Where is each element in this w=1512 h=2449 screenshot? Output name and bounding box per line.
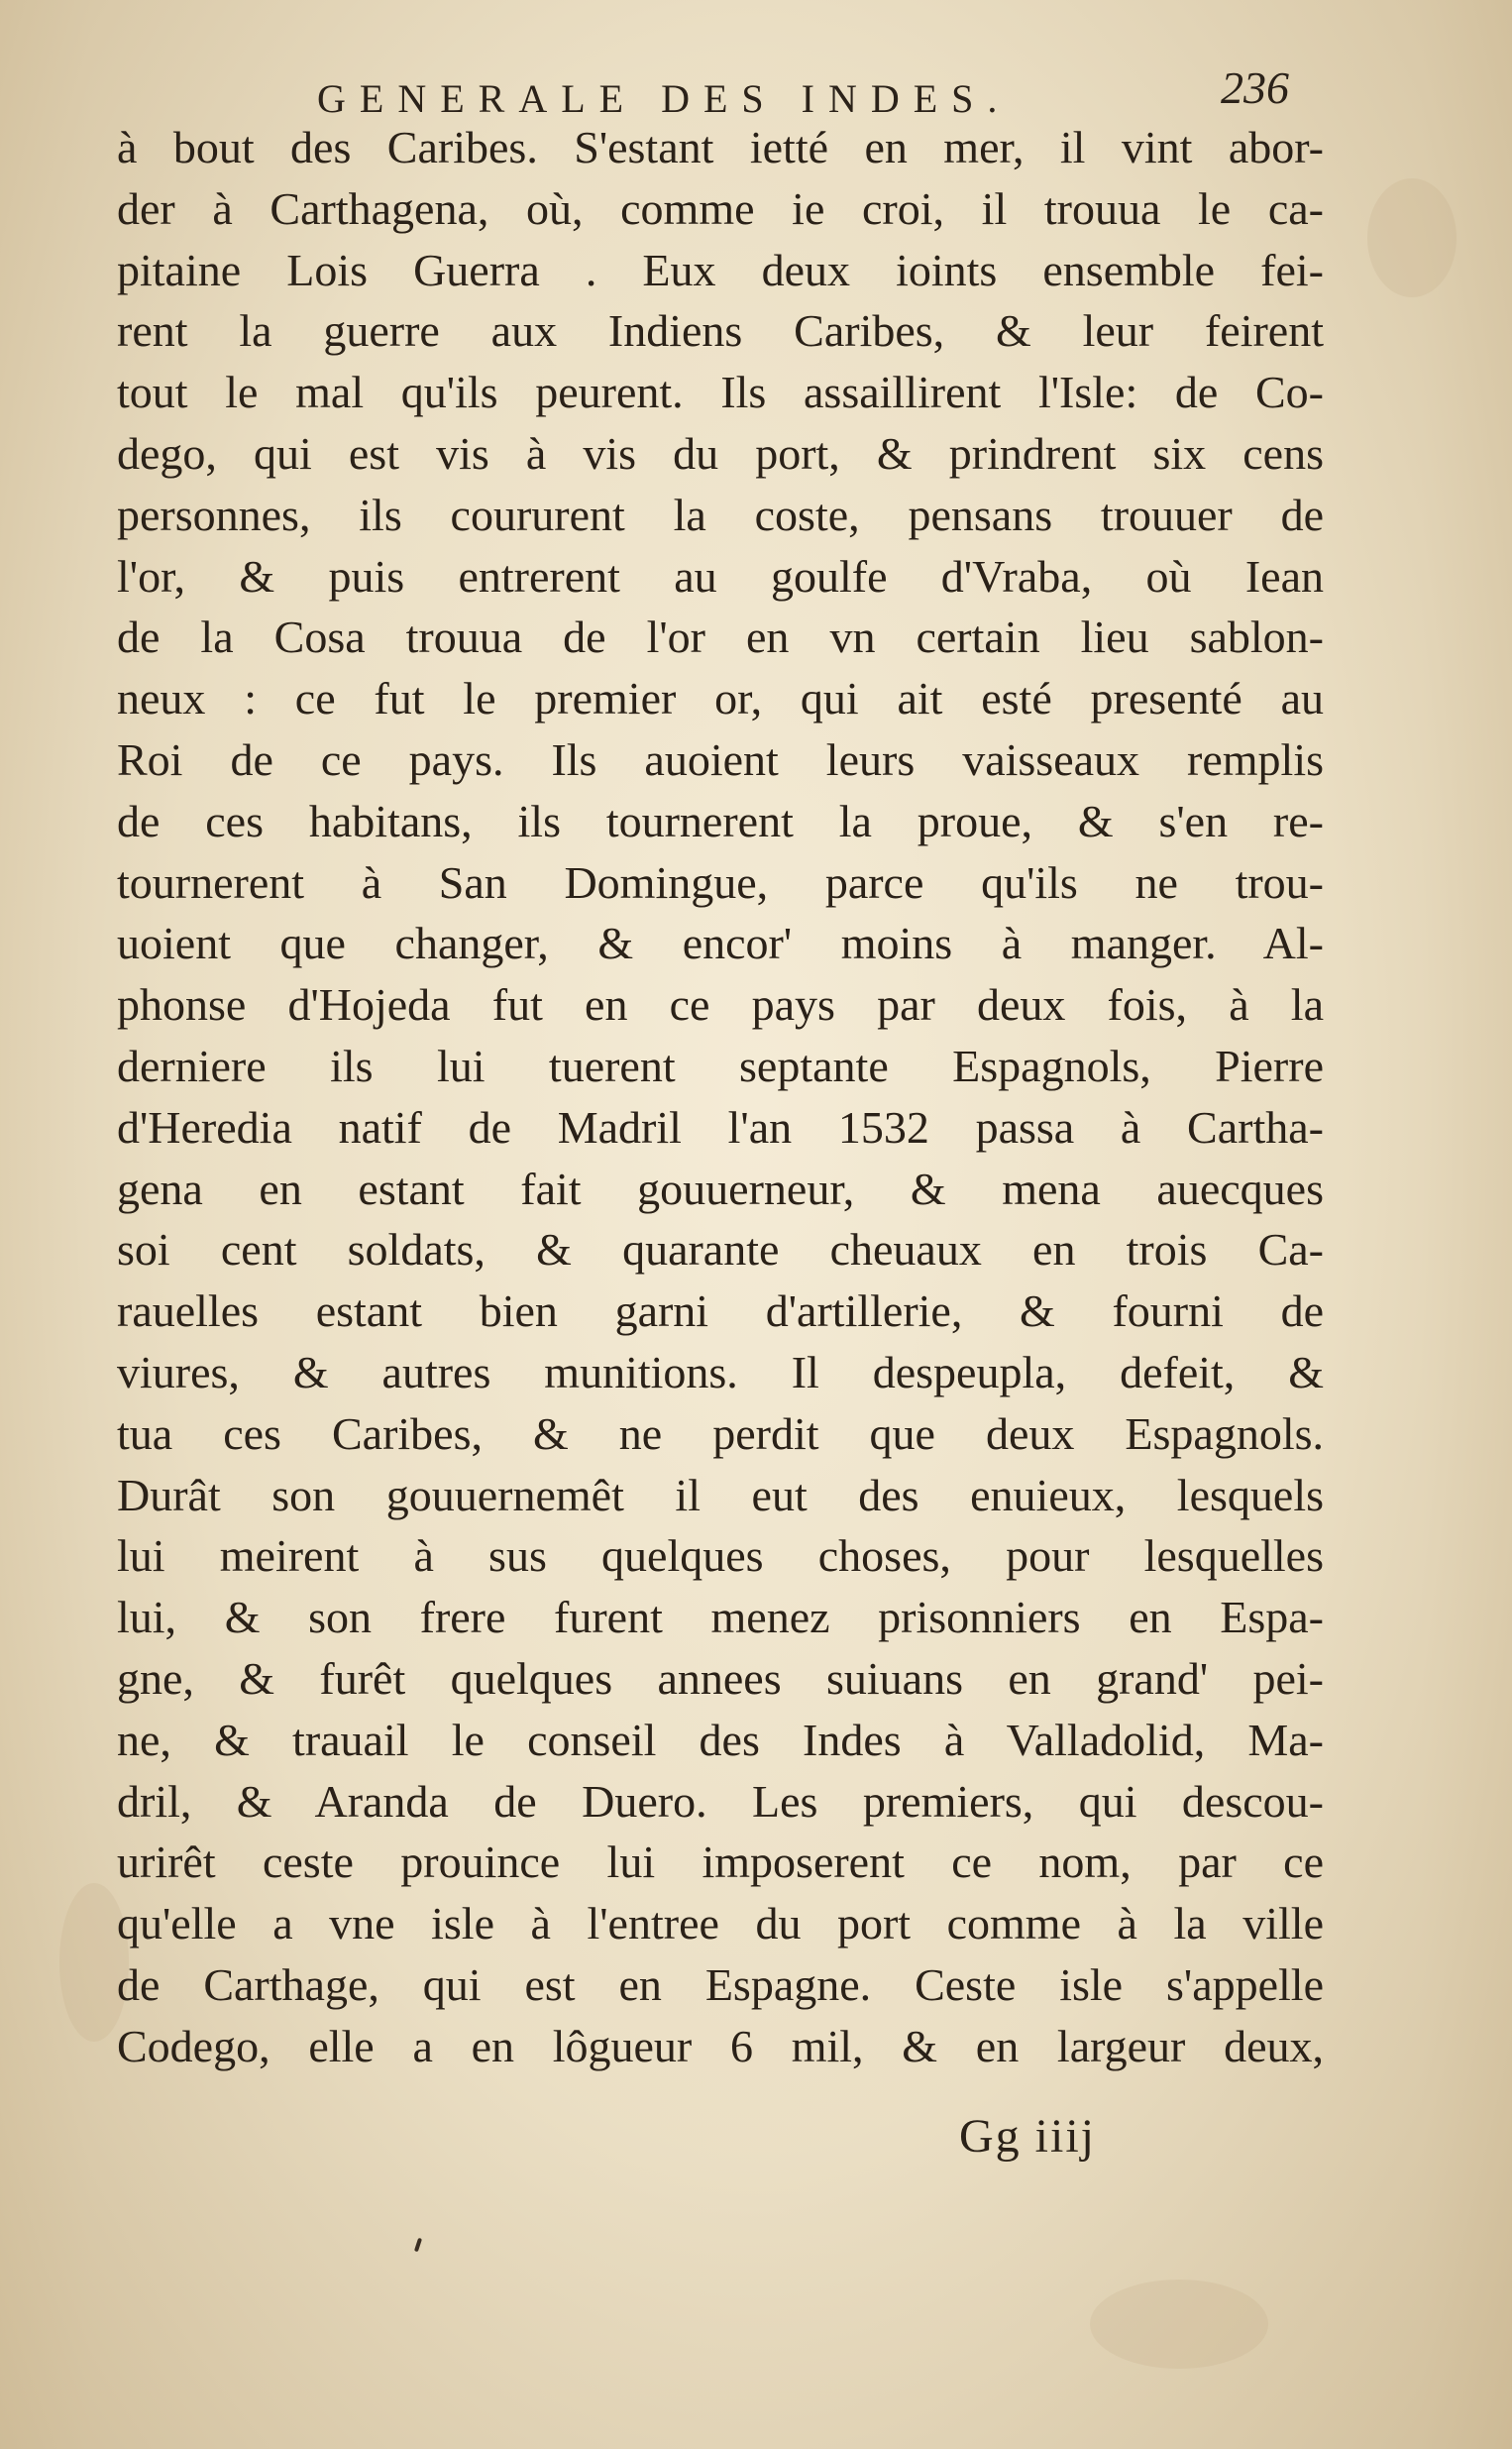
text-line: phonse d'Hojeda fut en ce pays par deux fois, à la: [117, 979, 1324, 1031]
text-line: l'or, & puis entrerent au goulfe d'Vraba, où Iean: [117, 550, 1324, 602]
text-line: ne, & trauail le conseil des Indes à Valladolid, Ma-: [117, 1714, 1324, 1765]
paper-stain: [1367, 178, 1457, 297]
text-line: tournerent à San Domingue, parce qu'ils ne trou-: [117, 856, 1324, 908]
text-line: gena en estant fait gouuerneur, & mena auecques: [117, 1163, 1324, 1214]
text-line: de Carthage, qui est en Espagne. Ceste isle s'appelle: [117, 1958, 1324, 2010]
text-line: rent la guerre aux Indiens Caribes, & leur feirent: [117, 305, 1324, 357]
page-number: 236: [1221, 62, 1289, 113]
text-line: dril, & Aranda de Duero. Les premiers, qui descou-: [117, 1775, 1324, 1827]
text-line: Durât son gouuernemêt il eut des enuieux, lesquels: [117, 1469, 1324, 1520]
text-line: qu'elle a vne isle à l'entree du port comme à la ville: [117, 1898, 1324, 1949]
ink-mark: [414, 2238, 422, 2253]
text-line: lui, & son frere furent menez prisonniers en Espa-: [117, 1592, 1324, 1643]
text-line: dego, qui est vis à vis du port, & prindrent six cens: [117, 427, 1324, 479]
text-line: uoient que changer, & encor' moins à manger. Al-: [117, 918, 1324, 969]
text-line: à bout des Caribes. S'estant ietté en mer, il vint abor-: [117, 122, 1324, 172]
paper-stain: [1090, 2280, 1268, 2369]
text-line: soi cent soldats, & quarante cheuaux en trois Ca-: [117, 1224, 1324, 1276]
text-line: rauelles estant bien garni d'artillerie, & fourni de: [117, 1285, 1324, 1337]
text-line: personnes, ils coururent la coste, pensans trouuer de: [117, 489, 1324, 540]
text-line: gne, & furêt quelques annees suiuans en grand' pei-: [117, 1652, 1324, 1704]
text-line: Codego, elle a en lôgueur 6 mil, & en largeur deux,: [117, 2020, 1324, 2071]
running-title: GENERALE DES INDES.: [317, 76, 1012, 121]
text-line: tua ces Caribes, & ne perdit que deux Espagnols.: [117, 1407, 1324, 1459]
text-line: pitaine Lois Guerra . Eux deux ioints ensemble fei-: [117, 244, 1324, 295]
text-line: de la Cosa trouua de l'or en vn certain lieu sablon-: [117, 612, 1324, 663]
signature-mark: Gg iiij: [959, 2110, 1097, 2163]
text-line: Roi de ce pays. Ils auoient leurs vaisseaux remplis: [117, 733, 1324, 785]
text-line: tout le mal qu'ils peurent. Ils assaillirent l'Isle: de Co-: [117, 367, 1324, 418]
text-line: lui meirent à sus quelques choses, pour lesquelles: [117, 1530, 1324, 1582]
text-line: neux : ce fut le premier or, qui ait esté presenté au: [117, 673, 1324, 724]
text-line: d'Heredia natif de Madril l'an 1532 passa à Cartha-: [117, 1101, 1324, 1153]
text-line: derniere ils lui tuerent septante Espagnols, Pierre: [117, 1040, 1324, 1091]
body-text: [117, 117, 1324, 2077]
text-line: viures, & autres munitions. Il despeupla, defeit, &: [117, 1346, 1324, 1397]
text-line: de ces habitans, ils tournerent la proue, & s'en re-: [117, 795, 1324, 846]
text-line: der à Carthagena, où, comme ie croi, il trouua le ca-: [117, 182, 1324, 234]
text-line: urirêt ceste prouince lui imposerent ce nom, par ce: [117, 1837, 1324, 1888]
